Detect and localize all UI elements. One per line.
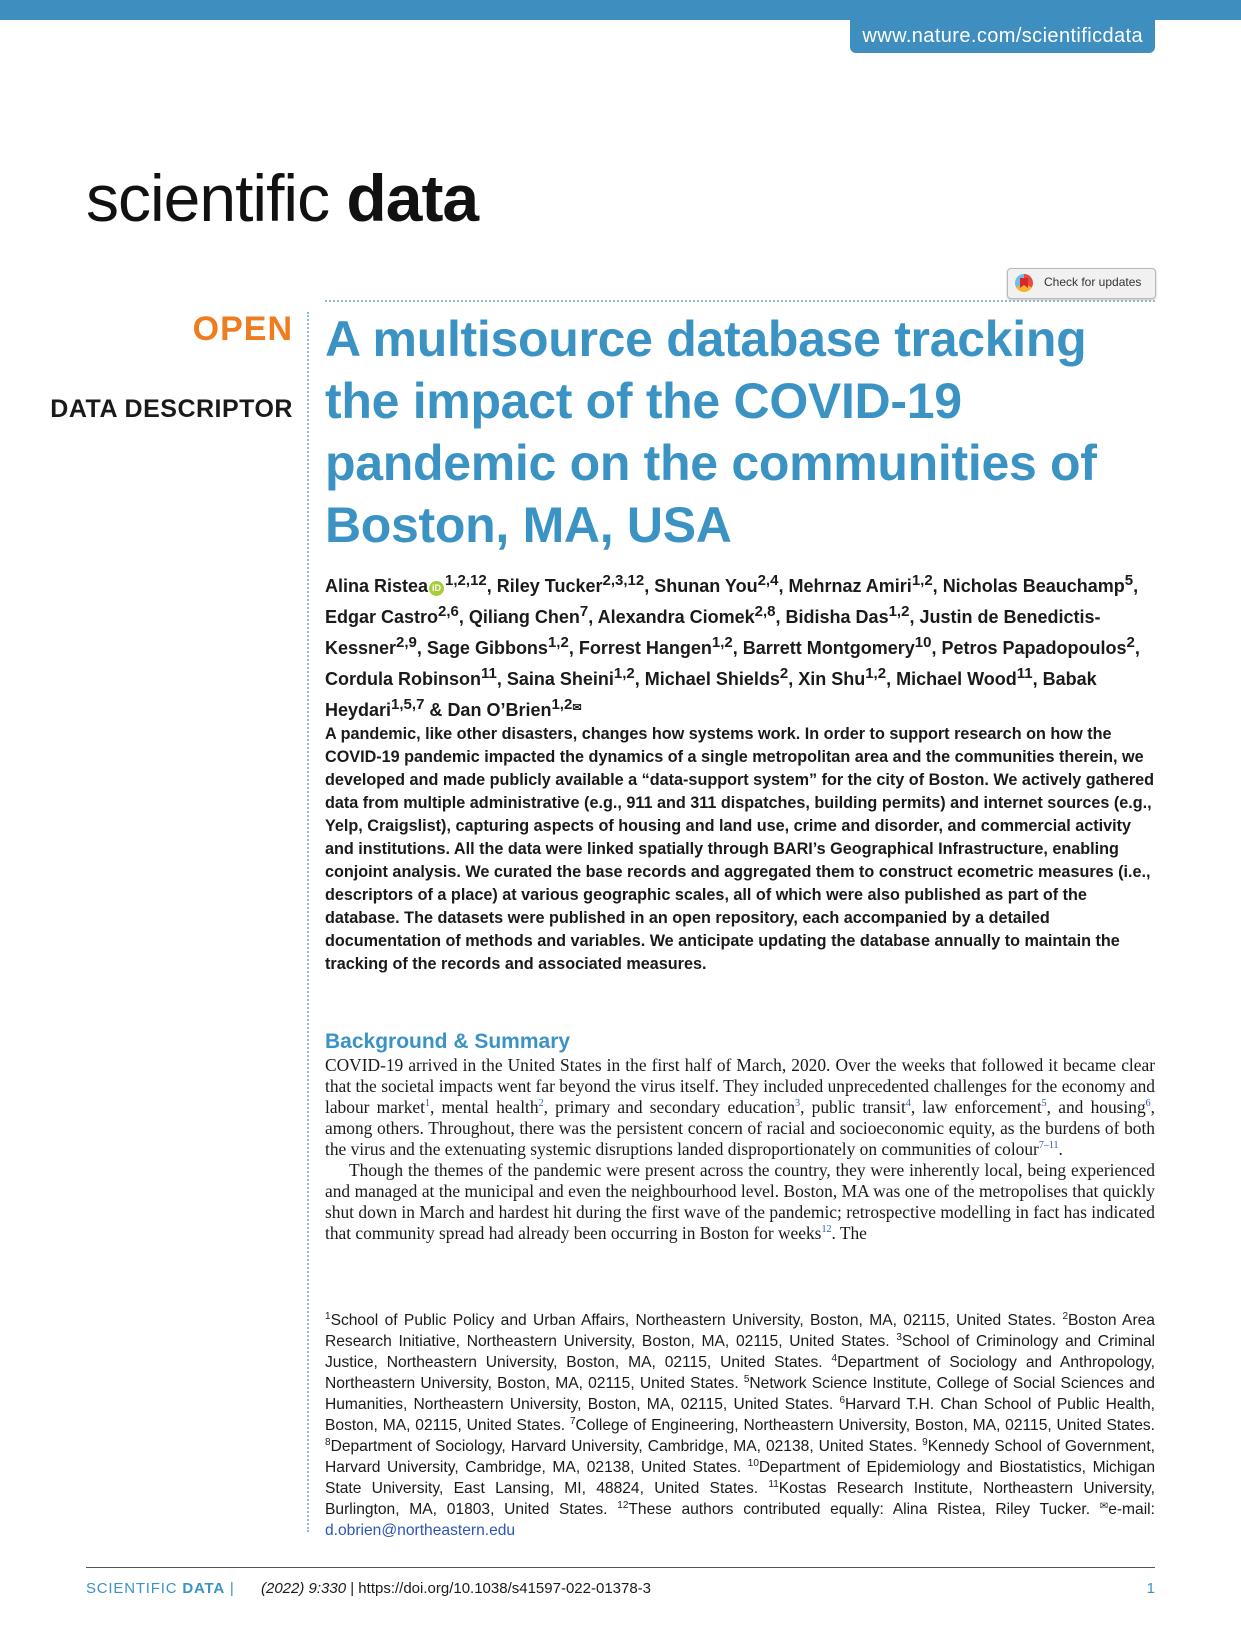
citation-ref[interactable]: 3 [795,1098,801,1110]
crossmark-icon [1015,274,1033,292]
author-affiliation-sup: 2,3,12 [602,572,645,589]
footer-doi-link[interactable]: | https://doi.org/10.1038/s41597-022-01378-3 [346,1580,652,1597]
journal-url-tab[interactable]: www.nature.com/scientificdata [850,20,1155,53]
affiliation-text: School of Public Policy and Urban Affairs, Northeastern University, Boston, MA, 02115, United States. [330,1312,1057,1329]
affiliation-number: 1 [325,1310,331,1322]
margin-divider [307,312,309,1532]
author-affiliation-sup: 1,2 [888,603,910,620]
top-accent-bar [0,0,1241,20]
footer-volume: (2022) 9:330 [261,1580,347,1597]
open-access-label: OPEN [192,310,293,348]
page-number: 1 [1146,1580,1155,1597]
affiliation-text: Department of Sociology, Harvard University, Cambridge, MA, 02138, United States. [330,1438,918,1455]
author-name[interactable]: Bidisha Das [785,607,889,627]
author-affiliation-sup: 1,2 [613,665,635,682]
author-name[interactable]: Riley Tucker [496,576,603,596]
logo-bold: data [346,161,479,235]
citation-ref[interactable]: 7–11 [1038,1140,1059,1152]
author-name[interactable]: Barrett Montgomery [742,638,915,658]
author-affiliation-sup: 1,2 [551,696,573,713]
author-name[interactable]: Qiliang Chen [468,607,580,627]
body-paragraph: COVID-19 arrived in the United States in the first half of March, 2020. Over the weeks that followed it became clear that the societal impacts went far beyond the virus itself. They included unprecedented challenges for the economy and labour market$^1$, mental health$^2$, primary and secondary education$^3$, public transit$^4$, law enforcement$^5$, and housing$^6$, among others. Throughout, there was the persistent concern of racial and socioeconomic equity, as the burdens of both the virus and the extenuating systemic disruptions landed disproportionately on communities of colour$^{7-11}$. [325,1055,1156,1159]
author-name[interactable]: Dan O’Brien [447,700,552,720]
author-affiliation-sup: 2,4 [757,572,779,589]
footer-separator: | [224,1580,235,1597]
affiliation-text: Kennedy School of Government, Harvard University, Cambridge, MA, 02138, United States. [325,1438,1155,1476]
author-list: Alina Ristea iD $^{1,2,12}$, Riley Tucker$^{2,3,12}$, Shunan You$^{2,4}$, Mehrnaz Amiri$^{1,2}$, Nicholas Beauchamp$^5$, Edgar Castro$^{2,6}$, Qiliang Chen$^7$, Alexandra Ciomek$^{2,8}$, Bidisha Das$^{1,2}$, Justin de Benedictis-Kessner$^{2,9}$, Sage Gibbons$^{1,2}$, Forrest Hangen$^{1,2}$, Barrett Montgomery$^{10}$, Petros Papadopoulos$^2$, Cordula Robinson$^{11}$, Saina Sheini$^{1,2}$, Michael Shields$^2$, Xin Shu$^{1,2}$, Michael Wood$^{11}$, Babak Heydari$^{1,5,7}$ & Dan O’Brien$^{1,2✉}$ [325,572,1140,720]
page-footer [86,1580,1155,1604]
author-affiliation-sup: 2,8 [754,603,776,620]
footer-rule [86,1567,1155,1568]
citation-ref[interactable]: 2 [538,1098,544,1110]
footer-journal-light: SCIENTIFIC [86,1580,183,1597]
affiliation-number: 6 [839,1394,846,1406]
logo-light: scientific [86,161,330,235]
author-affiliation-sup: 2,9 [396,634,417,651]
author-affiliation-sup: 10 [914,634,932,651]
journal-logo [86,158,478,238]
affiliation-number: 7 [569,1415,576,1427]
abstract: A pandemic, like other disasters, changes how systems work. In order to support research on how the COVID-19 pandemic impacted the dynamics of a single metropolitan area and the communities therein, we developed and made publicly available a “data-support system” for the city of Boston. We actively gathered data from multiple administrative (e.g., 911 and 311 dispatches, building permits) and internet sources (e.g., Yelp, Craigslist), capturing aspects of housing and land use, crime and disorder, and commercial activity and institutions. All the data were linked spatially through BARI’s Geographical Infrastructure, enabling conjoint analysis. We curated the base records and aggregated them to construct ecometric measures (i.e., descriptors of a place) at various geographic scales, all of which were also published as part of the database. The datasets were published in an open repository, each accompanied by a detailed documentation of methods and variables. We anticipate updating the database annually to maintain the tracking of the records and associated measures. [325,725,1155,973]
section-body [325,1055,1155,1244]
affiliation-text: School of Criminology and Criminal Justice, Northeastern University, Boston, MA, 02115, United States. [325,1333,1155,1371]
author-name[interactable]: Cordula Robinson [325,669,481,689]
author-affiliation-sup: 11 [481,665,497,682]
email-link[interactable]: d.obrien@northeastern.edu [325,1522,516,1539]
affiliation-number: 11 [768,1478,779,1490]
citation-ref[interactable]: 12 [821,1224,832,1236]
author-name[interactable]: Justin de Benedictis-Kessner [325,607,1101,658]
orcid-icon[interactable]: iD [429,581,444,596]
author-name[interactable]: Michael Wood [896,669,1017,689]
citation-ref[interactable]: 5 [1041,1098,1047,1110]
author-name[interactable]: Edgar Castro [325,607,439,627]
section-heading: Background & Summary [325,1030,571,1053]
author-name[interactable]: Sage Gibbons [426,638,548,658]
citation-ref[interactable]: 4 [905,1098,911,1110]
body-paragraph: Though the themes of the pandemic were present across the country, they were inherently local, being experienced and managed at the municipal and even the neighbourhood level. Boston, MA was one of the metropolises that quickly shut down in March and hardest hit during the first wave of the pandemic; retrospective modelling in fact has indicated that community spread had already been occurring in Boston for weeks$^{12}$. The [325,1160,1155,1243]
author-affiliation-sup: 2 [779,665,789,682]
author-name[interactable]: Forrest Hangen [578,638,712,658]
article-title: A multisource database tracking the impact of the COVID-19 pandemic on the communities of Boston, MA, USA [325,311,1097,553]
author-affiliation-sup: 2 [1126,634,1135,651]
author-affiliation-sup: 2,6 [438,603,459,620]
author-name[interactable]: Babak Heydari [325,669,1097,720]
footer-journal [86,1580,235,1597]
affiliation-text: Network Science Institute, College of Social Sciences and Humanities, Northeastern University, Boston, MA, 02115, United States. [325,1375,1155,1413]
affiliation-number: 3 [896,1331,902,1343]
envelope-icon: ✉ [1099,1501,1109,1512]
author-affiliation-sup: 1,2 [547,634,569,651]
author-affiliation-sup: 5 [1124,572,1134,589]
envelope-icon[interactable]: ✉ [572,702,582,714]
author-name[interactable]: Xin Shu [798,669,866,689]
author-affiliation-sup: 7 [579,603,589,620]
header-divider [325,300,1155,302]
check-for-updates-button[interactable] [1007,268,1156,299]
author-affiliation-sup: 1,2 [911,572,933,589]
affiliation-text: Harvard T.H. Chan School of Public Health, Boston, MA, 02115, United States. [325,1396,1155,1434]
email-label: e-mail: [1108,1501,1155,1518]
author-affiliation-sup: 1,5,7 [391,696,425,713]
affiliation-number: 8 [325,1436,331,1448]
affiliation-number: 9 [922,1436,928,1448]
affiliation-text: Department of Epidemiology and Biostatistics, Michigan State University, East Lansing, MI, 48824, United States. [325,1459,1155,1497]
check-for-updates-label: Check for updates [1044,275,1142,289]
affiliation-text: College of Engineering, Northeastern University, Boston, MA, 02115, United States. [575,1417,1156,1434]
affiliation-number: 4 [831,1352,838,1364]
affiliation-text: These authors contributed equally: Alina Ristea, Riley Tucker. [628,1501,1091,1518]
author-name[interactable]: Mehrnaz Amiri [788,576,912,596]
author-name[interactable]: Michael Shields [644,669,780,689]
author-affiliation-sup: 1,2 [711,634,733,651]
footer-journal-bold: DATA [182,1580,225,1597]
author-affiliation-sup: 1,2,12 [445,572,487,589]
affiliations [325,1310,1155,1541]
author-name[interactable]: Alexandra Ciomek [597,607,755,627]
affiliation-number: 12 [617,1499,629,1511]
author-name[interactable]: Nicholas Beauchamp [942,576,1125,596]
author-affiliation-sup: 11 [1016,665,1033,682]
affiliation-number: 2 [1062,1310,1069,1322]
affiliation-text: Department of Sociology and Anthropology, Northeastern University, Boston, MA, 02115, United States. [325,1354,1155,1392]
author-affiliation-sup: 1,2 [865,665,887,682]
author-name[interactable]: Shunan You [654,576,758,596]
affiliation-text: Boston Area Research Initiative, Northeastern University, Boston, MA, 02115, United States. [325,1312,1155,1350]
author-name[interactable]: Saina Sheini [506,669,614,689]
author-name[interactable]: Alina Ristea [325,576,429,596]
author-name[interactable]: Petros Papadopoulos [941,638,1127,658]
citation-ref[interactable]: 6 [1145,1098,1151,1110]
affiliation-number: 5 [743,1373,750,1385]
article-type-label: DATA DESCRIPTOR [50,395,293,423]
affiliation-text: Kostas Research Institute, Northeastern University, Burlington, MA, 01803, United States. [325,1480,1155,1518]
citation-ref[interactable]: 1 [424,1098,430,1110]
affiliation-number: 10 [747,1457,759,1469]
footer-citation [261,1580,651,1597]
